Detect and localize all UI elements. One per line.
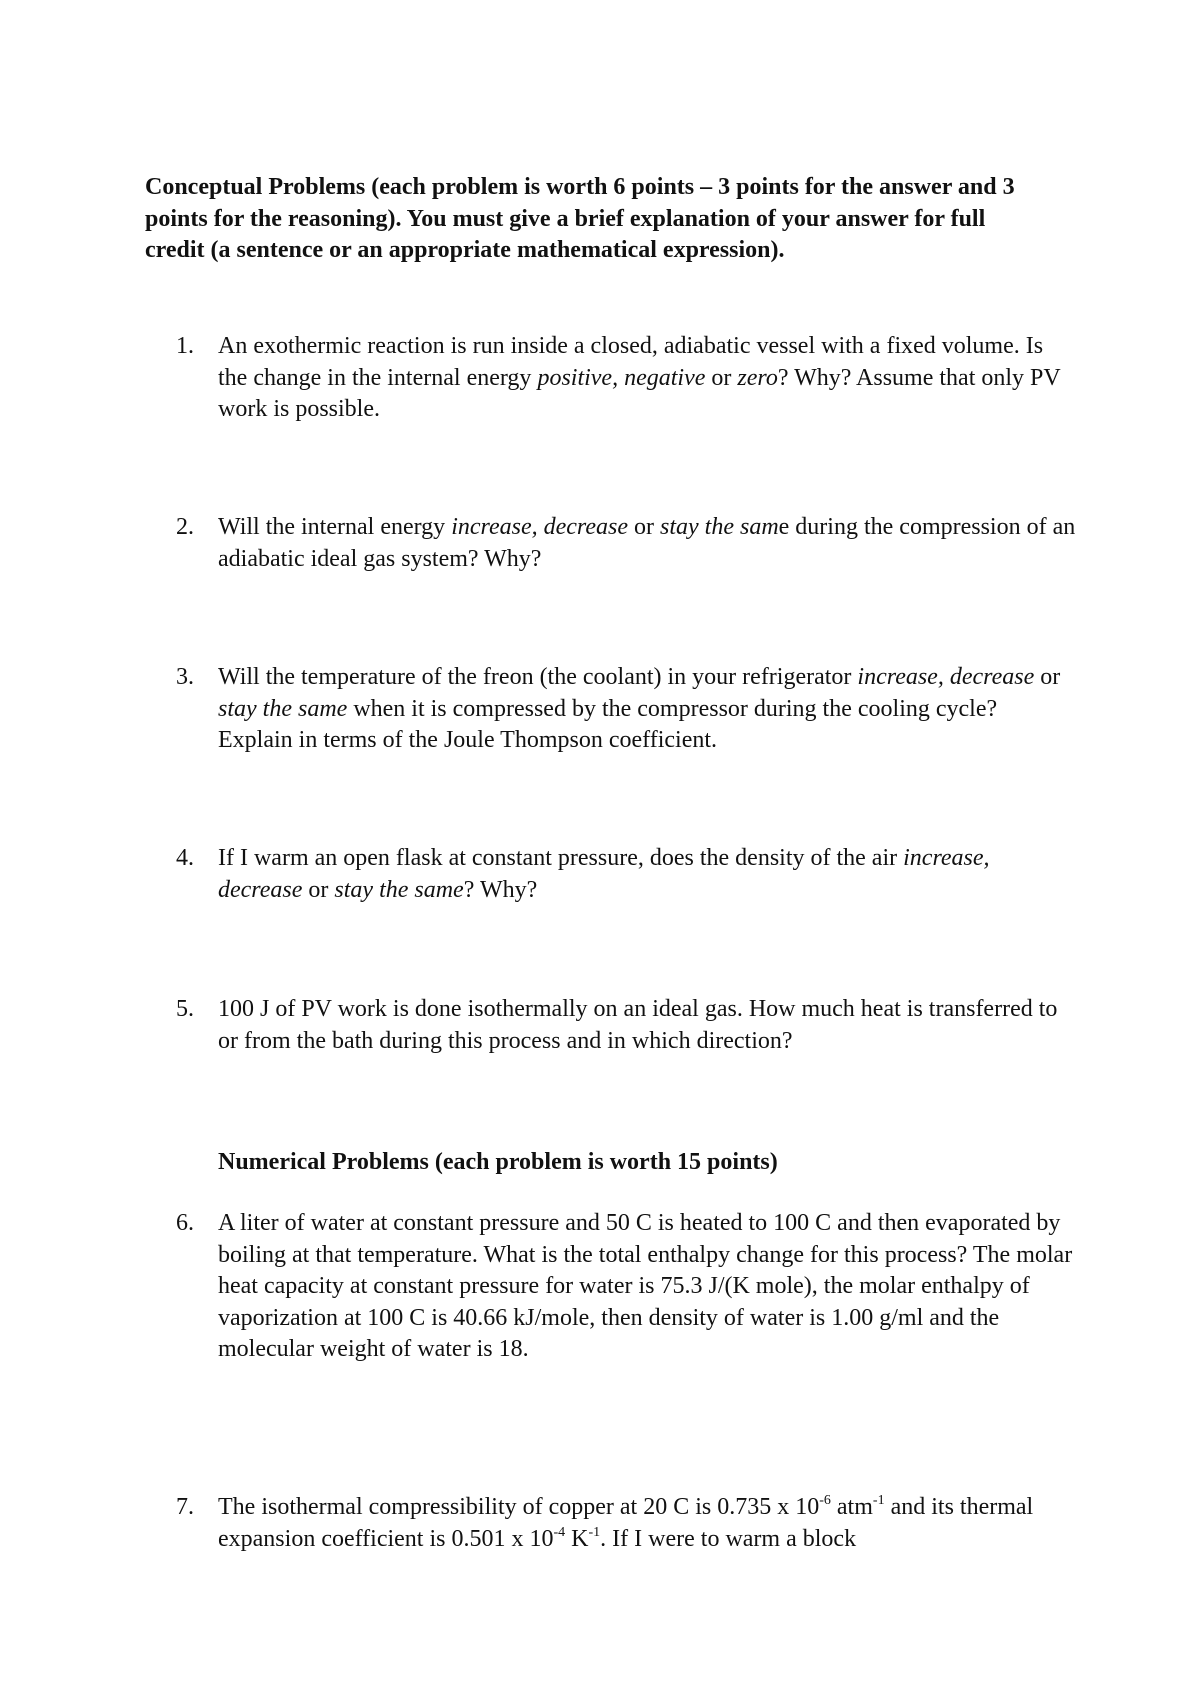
italic-term: positive, negative	[537, 364, 706, 391]
text-run: or	[628, 514, 660, 540]
superscript: -1	[588, 1524, 601, 1540]
text-run: or	[705, 364, 738, 391]
italic-term: increase, decrease	[857, 664, 1035, 690]
problem-text	[218, 331, 1076, 426]
text-run: 100 J of PV work is done isothermally on an ideal gas. How much heat is transferred to or from the bath during this process and in which direction?	[218, 996, 1058, 1054]
text-run: ? Why? Assume that only PV work is possible.	[218, 364, 1061, 422]
text-run: The isothermal compressibility of copper at 20 C is 0.735 x 10	[218, 1494, 820, 1520]
problem-number: 6.	[176, 1210, 194, 1236]
text-run: Will the internal energy	[218, 514, 452, 540]
text-run: when it is compressed by the compressor during the cooling cycle? Explain in terms of the Joule Thompson coefficient.	[218, 695, 998, 753]
italic-term: increase, decrease	[218, 845, 990, 903]
problem-7	[176, 1492, 1076, 1555]
superscript: -6	[819, 1493, 831, 1508]
problem-text	[218, 1208, 1076, 1366]
text-run: Will the temperature of the freon (the coolant) in your refrigerator	[218, 664, 858, 690]
text-run: and its thermal expansion coefficient is 0.501 x 10	[218, 1494, 1034, 1552]
problem-text	[218, 512, 1076, 575]
text-run: K	[565, 1525, 589, 1552]
problem-number: 1.	[176, 333, 194, 359]
italic-term: increase, decrease	[451, 514, 628, 540]
problem-1	[176, 331, 1076, 426]
text-run: ? Why?	[463, 876, 538, 903]
problem-6	[176, 1208, 1076, 1366]
problem-5	[176, 994, 1076, 1057]
conceptual-problems-intro: Conceptual Problems (each problem is worth 6 points – 3 points for the answer and 3 points for the reasoning). You must give a brief explanation of your answer for full credit (a sentence or an appropriate mathematical expression).	[145, 174, 1015, 263]
italic-term: stay the same	[334, 876, 464, 903]
italic-term: stay the sam	[660, 514, 779, 540]
superscript: -4	[553, 1524, 566, 1540]
problem-text	[218, 994, 1076, 1057]
numerical-problems-heading: Numerical Problems (each problem is worth 15 points)	[218, 1149, 778, 1175]
problem-number: 5.	[176, 996, 194, 1022]
italic-term: stay the same	[218, 695, 348, 722]
problem-number: 4.	[176, 845, 194, 871]
text-run: A liter of water at constant pressure and 50 C is heated to 100 C and then evaporated by boiling at that temperature. What is the total enthalpy change for this process? The molar heat capacity at constant pressure for water is 75.3 J/(K mole), the molar enthalpy of vaporization at 100 C is 40.66 kJ/mole, then density of water is 1.00 g/ml and the molecular weight of water is 18.	[218, 1210, 1073, 1362]
problem-number: 2.	[176, 514, 194, 540]
problem-text	[218, 1492, 1076, 1555]
italic-term: zero	[737, 364, 778, 391]
problem-3	[176, 662, 1076, 757]
problem-text	[218, 843, 1076, 906]
problem-number: 3.	[176, 664, 194, 690]
text-run: or	[1034, 664, 1061, 690]
problem-2	[176, 512, 1076, 575]
problem-number: 7.	[176, 1494, 194, 1520]
text-run: or	[302, 876, 335, 903]
superscript: -1	[872, 1493, 885, 1508]
text-run: An exothermic reaction is run inside a closed, adiabatic vessel with a fixed volume. Is the change in the internal energy	[218, 333, 1044, 391]
text-run: If I warm an open flask at constant pressure, does the density of the air	[218, 845, 904, 871]
problem-text	[218, 662, 1076, 757]
text-run: atm	[830, 1494, 873, 1520]
problem-4	[176, 843, 1076, 906]
text-run: e during the compression of an adiabatic ideal gas system? Why?	[218, 514, 1076, 572]
text-run: . If I were to warm a block	[600, 1525, 857, 1552]
